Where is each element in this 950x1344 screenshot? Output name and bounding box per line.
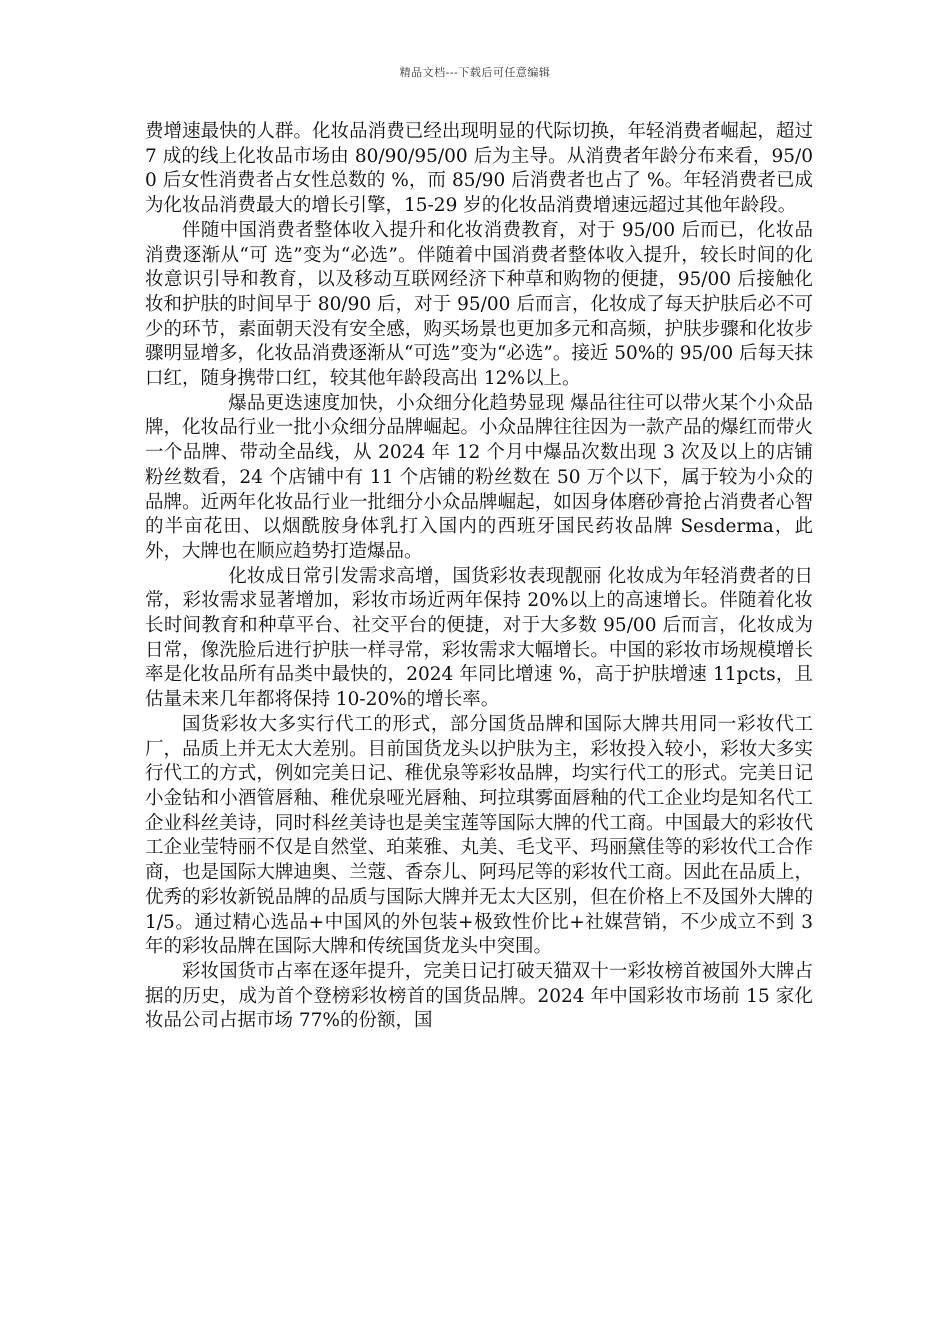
document-body	[145, 120, 813, 1034]
paragraph-makeup-growth: 化妆成日常引发需求高增，国货彩妆表现靓丽 化妆成为年轻消费者的日常，彩妆需求显著增加，彩妆市场近两年保持 20%以上的高速增长。伴随着化妆长时间教育和种草平台、社交平台的便捷，对于大多数 95/00 后而言，化妆成为日常，像洗脸后进行护肤一样寻常，彩妆需求大幅增长。中国的彩妆市场规模增长率是化妆品所有品类中最快的，2024 年同比增速 %，高于护肤增速 11pcts，且估量未来几年都将保持 10-20%的增长率。	[145, 565, 813, 711]
paragraph-consumer-generation: 费增速最快的人群。化妆品消费已经出现明显的代际切换，年轻消费者崛起，超过 7 成的线上化妆品市场由 80/90/95/00 后为主导。从消费者年龄分布来看，95/00 后女性消费者占女性总数的 %，而 85/90 后消费者也占了 %。年轻消费者已成为化妆品消费最大的增长引擎，15-29 岁的化妆品消费增速远超过其他年龄段。	[145, 121, 813, 217]
paragraph-must-buy: 伴随中国消费者整体收入提升和化妆消费教育，对于 95/00 后而已，化妆品消费逐渐从“可 选”变为“必选”。伴随着中国消费者整体收入提升，较长时间的化妆意识引导和教育，以及移动互联网经济下种草和购物的便捷，95/00 后接触化妆和护肤的时间早于 80/90 后，对于 95/00 后而言，化妆成了每天护肤后必不可少的环节，素面朝天没有安全感，购买场景也更加多元和高频，护肤步骤和化妆步骤明显增多，化妆品消费逐渐从“可选”变为“必选”。接近 50%的 95/00 后每天抹口红，随身携带口红，较其他年龄段高出 12%以上。	[145, 219, 813, 390]
paragraph-oem: 国货彩妆大多实行代工的形式，部分国货品牌和国际大牌共用同一彩妆代工厂，品质上并无太大差别。目前国货龙头以护肤为主，彩妆投入较小，彩妆大多实行代工的方式，例如完美日记、稚优泉等彩妆品牌，均实行代工的形式。完美日记小金钻和小酒管唇釉、稚优泉哑光唇釉、珂拉琪雾面唇釉的代工企业均是知名代工企业科丝美诗，同时科丝美诗也是美宝莲等国际大牌的代工商。中国最大的彩妆代工企业莹特丽不仅是自然堂、珀莱雅、丸美、毛戈平、玛丽黛佳等的彩妆代工合作商，也是国际大牌迪奥、兰蔻、香奈儿、阿玛尼等的彩妆代工商。因此在品质上，优秀的彩妆新锐品牌的品质与国际大牌并无太大区别，但在价格上不及国外大牌的 1/5。通过精心选品+中国风的外包装+极致性价比+社媒营销，不少成立不到 3 年的彩妆品牌在国际大牌和传统国货龙头中突围。	[145, 713, 813, 958]
paragraph-niche-brands: 爆品更迭速度加快，小众细分化趋势显现 爆品往往可以带火某个小众品牌，化妆品行业一批小众细分品牌崛起。小众品牌往往因为一款产品的爆红而带火一个品牌、带动全品线，从 2024 年 12 个月中爆品次数出现 3 次及以上的店铺粉丝数看，24 个店铺中有 11 个店铺的粉丝数在 50 万个以下，属于较为小众的品牌。近两年化妆品行业一批细分小众品牌崛起，如因身体磨砂膏抢占消费者心智的半亩花田、以烟酰胺身体乳打入国内的西班牙国民药妆品牌 Sesderma，此外，大牌也在顺应趋势打造爆品。	[145, 392, 813, 562]
page-header: 精品文档---下载后可任意编辑	[399, 66, 551, 79]
paragraph-market-share: 彩妆国货市占率在逐年提升，完美日记打破天猫双十一彩妆榜首被国外大牌占据的历史，成为首个登榜彩妆榜首的国货品牌。2024 年中国彩妆市场前 15 家化妆品公司占据市场 77%的份额，国	[145, 960, 813, 1032]
